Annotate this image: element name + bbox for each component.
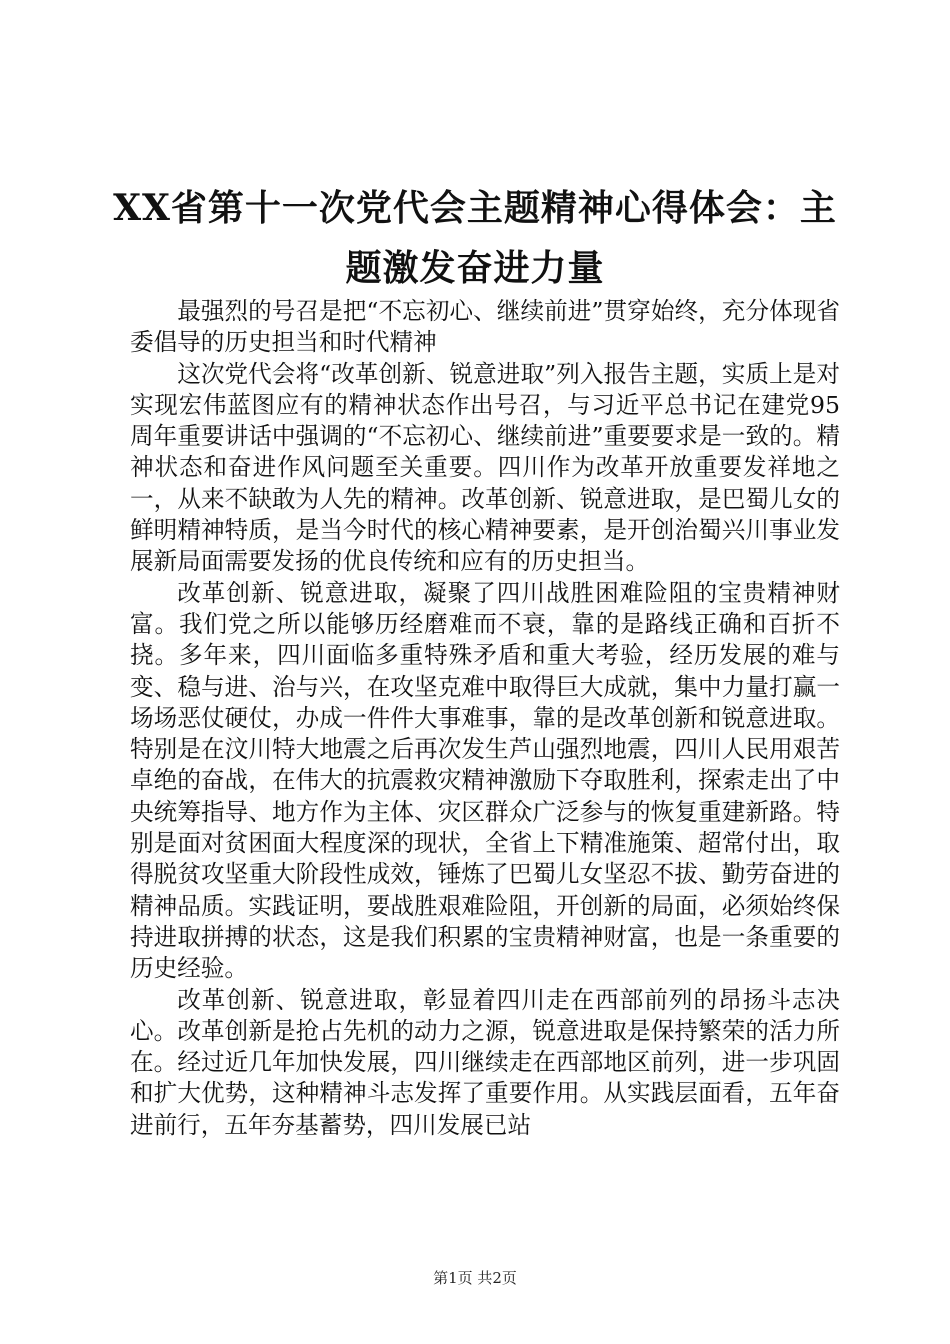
document-body xyxy=(130,296,840,1141)
paragraph-3: 改革创新、锐意进取，凝聚了四川战胜困难险阻的宝贵精神财富。我们党之所以能够历经磨难而不衰，靠的是路线正确和百折不挠。多年来，四川面临多重特殊矛盾和重大考验，经历发展的难与变、稳与进、治与兴，在攻坚克难中取得巨大成就，集中力量打赢一场场恶仗硬仗，办成一件件大事难事，靠的是改革创新和锐意进取。特别是在汶川特大地震之后再次发生芦山强烈地震，四川人民用艰苦卓绝的奋战，在伟大的抗震救灾精神激励下夺取胜利，探索走出了中央统筹指导、地方作为主体、灾区群众广泛参与的恢复重建新路。特别是面对贫困面大程度深的现状，全省上下精准施策、超常付出，取得脱贫攻坚重大阶段性成效，锤炼了巴蜀儿女坚忍不拔、勤劳奋进的精神品质。实践证明，要战胜艰难险阻，开创新的局面，必须始终保持进取拼搏的状态，这是我们积累的宝贵精神财富，也是一条重要的历史经验。 xyxy=(130,578,840,983)
document-title: XX省第十一次党代会主题精神心得体会：主题激发奋进力量 xyxy=(113,187,837,289)
page-number-footer: 第1页 共2页 xyxy=(433,1269,517,1287)
paragraph-2: 这次党代会将“改革创新、锐意进取”列入报告主题，实质上是对实现宏伟蓝图应有的精神状态作出号召，与习近平总书记在建党95周年重要讲话中强调的“不忘初心、继续前进”重要要求是一致的。精神状态和奋进作风问题至关重要。四川作为改革开放重要发祥地之一，从来不缺敢为人先的精神。改革创新、锐意进取，是巴蜀儿女的鲜明精神特质，是当今时代的核心精神要素，是开创治蜀兴川事业发展新局面需要发扬的优良传统和应有的历史担当。 xyxy=(130,359,840,576)
paragraph-4: 改革创新、锐意进取，彰显着四川走在西部前列的昂扬斗志决心。改革创新是抢占先机的动力之源，锐意进取是保持繁荣的活力所在。经过近几年加快发展，四川继续走在西部地区前列，进一步巩固和扩大优势，这种精神斗志发挥了重要作用。从实践层面看，五年奋进前行，五年夯基蓄势，四川发展已站 xyxy=(130,985,840,1139)
paragraph-1: 最强烈的号召是把“不忘初心、继续前进”贯穿始终，充分体现省委倡导的历史担当和时代精神 xyxy=(130,297,840,357)
